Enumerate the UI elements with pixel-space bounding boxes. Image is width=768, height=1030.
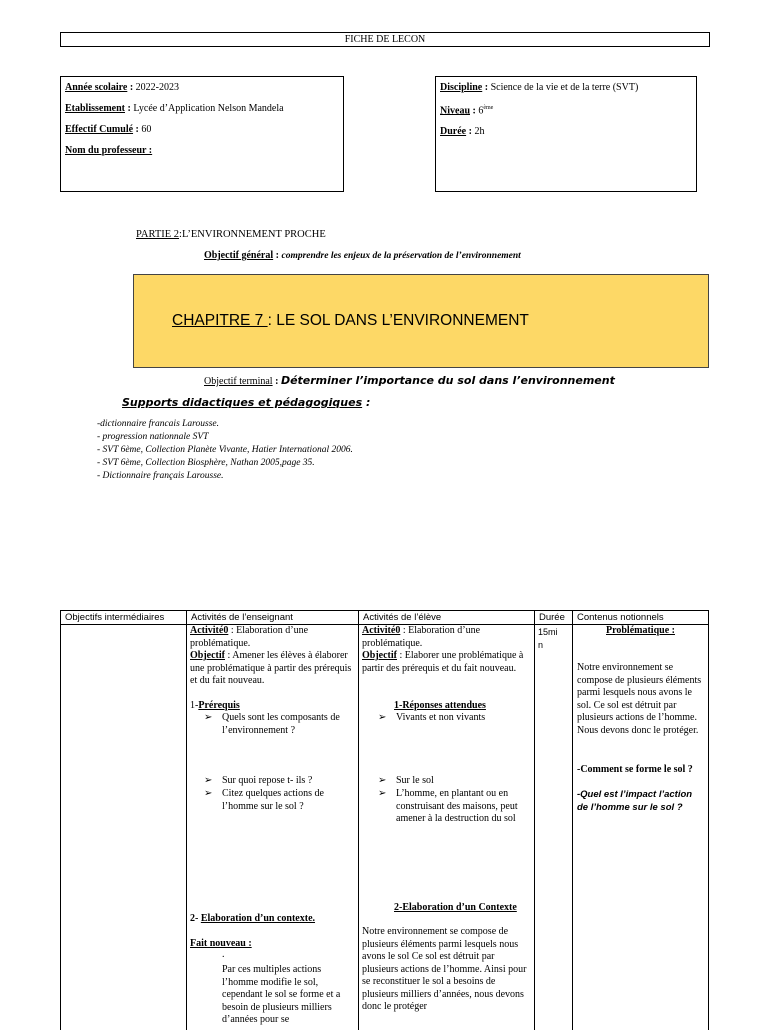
col-divider	[534, 610, 535, 1030]
col-divider	[186, 610, 187, 1030]
annee-value: 2022-2023	[135, 82, 179, 93]
elv-obj-text: : Elaborer une problématique à partir des prérequis et du fait nouveau.	[362, 650, 524, 674]
ens-question-1	[204, 712, 354, 737]
eleve-reponse-3	[378, 788, 530, 826]
duree-row: Durée : 2h	[440, 126, 485, 138]
arrow-bullet-icon: ➢	[204, 712, 213, 723]
elv-act-label: Activité0	[362, 625, 401, 636]
eleve-contexte-title: 2-Elaboration d’un Contexte	[394, 902, 517, 913]
contenus-text: Notre environnement se compose de plusieurs éléments parmi lesquels nous avons le sol. Ce sol est détruit par plusieurs actions de l’homme. Nous devons donc le protéger.	[577, 662, 702, 736]
ens-dot: .	[222, 949, 225, 960]
niveau-sup: ème	[483, 105, 494, 111]
effectif-row: Effectif Cumulé : 60	[65, 124, 152, 135]
objectif-general-sep: :	[273, 250, 282, 261]
ens-ctx-num: 2-	[190, 913, 201, 924]
supports-colon: :	[362, 396, 371, 409]
supports-heading	[122, 396, 370, 409]
enseignant-contexte	[190, 913, 354, 926]
eleve-activite	[362, 625, 530, 650]
arrow-bullet-icon: ➢	[204, 788, 213, 799]
annee-label: Année scolaire	[65, 82, 128, 93]
ens-act-label: Activité0	[190, 625, 229, 636]
ens-q3-text: Citez quelques actions de l’homme sur le sol ?	[222, 788, 324, 812]
support-item: - Dictionnaire français Larousse.	[97, 471, 224, 481]
col-divider	[358, 610, 359, 1030]
supports-title: Supports didactiques et pédagogiques	[122, 396, 363, 409]
header-eleve: Activités de l’élève	[363, 612, 442, 623]
discipline-label: Discipline	[440, 82, 483, 93]
support-item: -dictionnaire francais Larousse.	[97, 419, 220, 429]
professeur-row	[65, 140, 339, 161]
objectif-terminal	[204, 374, 615, 387]
arrow-bullet-icon: ➢	[378, 712, 387, 723]
etab-label: Etablissement	[65, 103, 125, 114]
left-info-box	[60, 76, 344, 192]
ens-q1-text: Quels sont les composants de l’environnement ?	[222, 712, 340, 736]
header-enseignant: Activités de l’enseignant	[191, 612, 293, 623]
enseignant-objectif	[190, 650, 354, 688]
duree-label: Durée	[440, 126, 467, 138]
objectif-terminal-label: Objectif terminal	[204, 376, 273, 387]
elv-r3-text: L’homme, en plantant ou en construisant des maisons, peut amener à la destruction du sol	[396, 788, 518, 824]
enseignant-activite	[190, 625, 354, 650]
right-info-box	[435, 76, 697, 192]
ens-obj-label: Objectif	[190, 650, 225, 661]
objectif-terminal-sep: :	[272, 376, 281, 387]
duree-value: 2h	[474, 126, 485, 138]
contenus-question-impact: -Quel est l’impact l’action de l’homme sur le sol ?	[577, 789, 693, 813]
support-item: - SVT 6ème, Collection Planète Vivante, Hatier International 2006.	[97, 445, 353, 455]
arrow-bullet-icon: ➢	[378, 788, 387, 799]
eleve-reponse-2	[378, 775, 530, 788]
annee-row: Année scolaire : 2022-2023	[65, 82, 179, 93]
eleve-reponses-title: 1-Réponses attendues	[394, 700, 486, 711]
arrow-bullet-icon: ➢	[204, 775, 213, 786]
duree-line-2: n	[538, 640, 544, 650]
chapter-title	[172, 312, 529, 330]
fiche-title: FICHE DE LECON	[60, 32, 710, 47]
objectif-general-text: comprendre les enjeux de la préservation de l’environnement	[281, 251, 521, 261]
niveau-label: Niveau	[440, 105, 470, 117]
col-divider	[708, 610, 709, 1030]
ens-fait-label: Fait nouveau :	[190, 938, 252, 949]
objectif-terminal-text: Déterminer l’importance du sol dans l’environnement	[280, 374, 615, 387]
eleve-reponse-1	[378, 712, 530, 725]
etab-value: Lycée d’Application Nelson Mandela	[133, 103, 284, 114]
ens-prereq-label: Prérequis	[198, 700, 240, 711]
objectif-general	[204, 250, 521, 261]
duree-line-1: 15mi	[538, 627, 558, 637]
prof-label: Nom du professeur :	[65, 145, 153, 156]
elv-r1-text: Vivants et non vivants	[396, 712, 486, 723]
enseignant-fait-nouveau	[190, 938, 354, 951]
partie-label: PARTIE 2	[136, 229, 180, 240]
discipline-value: Science de la vie et de la terre (SVT)	[490, 82, 639, 93]
effectif-label: Effectif Cumulé	[65, 124, 134, 135]
ens-obj-text: : Amener les élèves à élaborer une problématique à partir des prérequis et du fait nouveau.	[190, 650, 352, 686]
etablissement-row: Etablissement : Lycée d’Application Nelson Mandela	[65, 103, 284, 114]
arrow-bullet-icon: ➢	[378, 775, 387, 786]
support-item: - SVT 6ème, Collection Biosphère, Nathan 2005,page 35.	[97, 458, 315, 468]
partie-heading	[136, 229, 326, 240]
supports-list	[97, 418, 353, 483]
ens-fait-text: Par ces multiples actions l’homme modifie le sol, cependant le sol se forme et a besoin de plusieurs milliers d’années pour se	[222, 964, 341, 1025]
contenus-problematique-title: Problématique :	[606, 625, 675, 636]
niveau-row: Niveau : 6ème	[440, 105, 494, 117]
ens-q2-text: Sur quoi repose t- ils ?	[222, 775, 313, 786]
eleve-contexte-text: Notre environnement se compose de plusieurs éléments parmi lesquels nous avons le sol Ce sol est détruit par plusieurs actions de l’homme. Ainsi pour se reconstituer le sol a besoins de plusieurs milliers d’années, nous devons donc le protéger	[362, 926, 527, 1012]
ens-question-3	[204, 788, 354, 813]
header-contenus: Contenus notionnels	[577, 612, 664, 623]
objectif-general-label: Objectif général	[204, 250, 274, 261]
niveau-value: 6	[478, 105, 484, 117]
enseignant-prerequis	[190, 700, 354, 713]
header-objectifs: Objectifs intermédiaires	[65, 612, 165, 623]
chapter-label: CHAPITRE 7	[172, 312, 268, 329]
elv-obj-label: Objectif	[362, 650, 397, 661]
col-divider	[572, 610, 573, 1030]
effectif-value: 60	[141, 124, 152, 135]
ens-question-2	[204, 775, 354, 788]
ens-prereq-num: 1-	[190, 700, 199, 711]
elv-r2-text: Sur le sol	[396, 775, 434, 786]
ens-ctx-label: Elaboration d’un contexte.	[200, 913, 316, 924]
discipline-row: Discipline : Science de la vie et de la terre (SVT)	[440, 82, 639, 93]
duree-value	[538, 626, 570, 652]
support-item: - progression nationnale SVT	[97, 432, 209, 442]
ens-act-text: : Elaboration d’une problématique.	[190, 625, 309, 649]
contenus-question-sol: -Comment se forme le sol ?	[577, 764, 693, 775]
partie-text: :L’ENVIRONNEMENT PROCHE	[179, 229, 326, 240]
chapter-text: : LE SOL DANS L’ENVIRONNEMENT	[267, 312, 529, 329]
col-divider	[60, 610, 61, 1030]
elv-act-text: : Elaboration d’une problématique.	[362, 625, 481, 649]
lesson-table	[60, 610, 709, 1030]
eleve-objectif	[362, 650, 530, 675]
header-duree: Durée	[539, 612, 565, 623]
